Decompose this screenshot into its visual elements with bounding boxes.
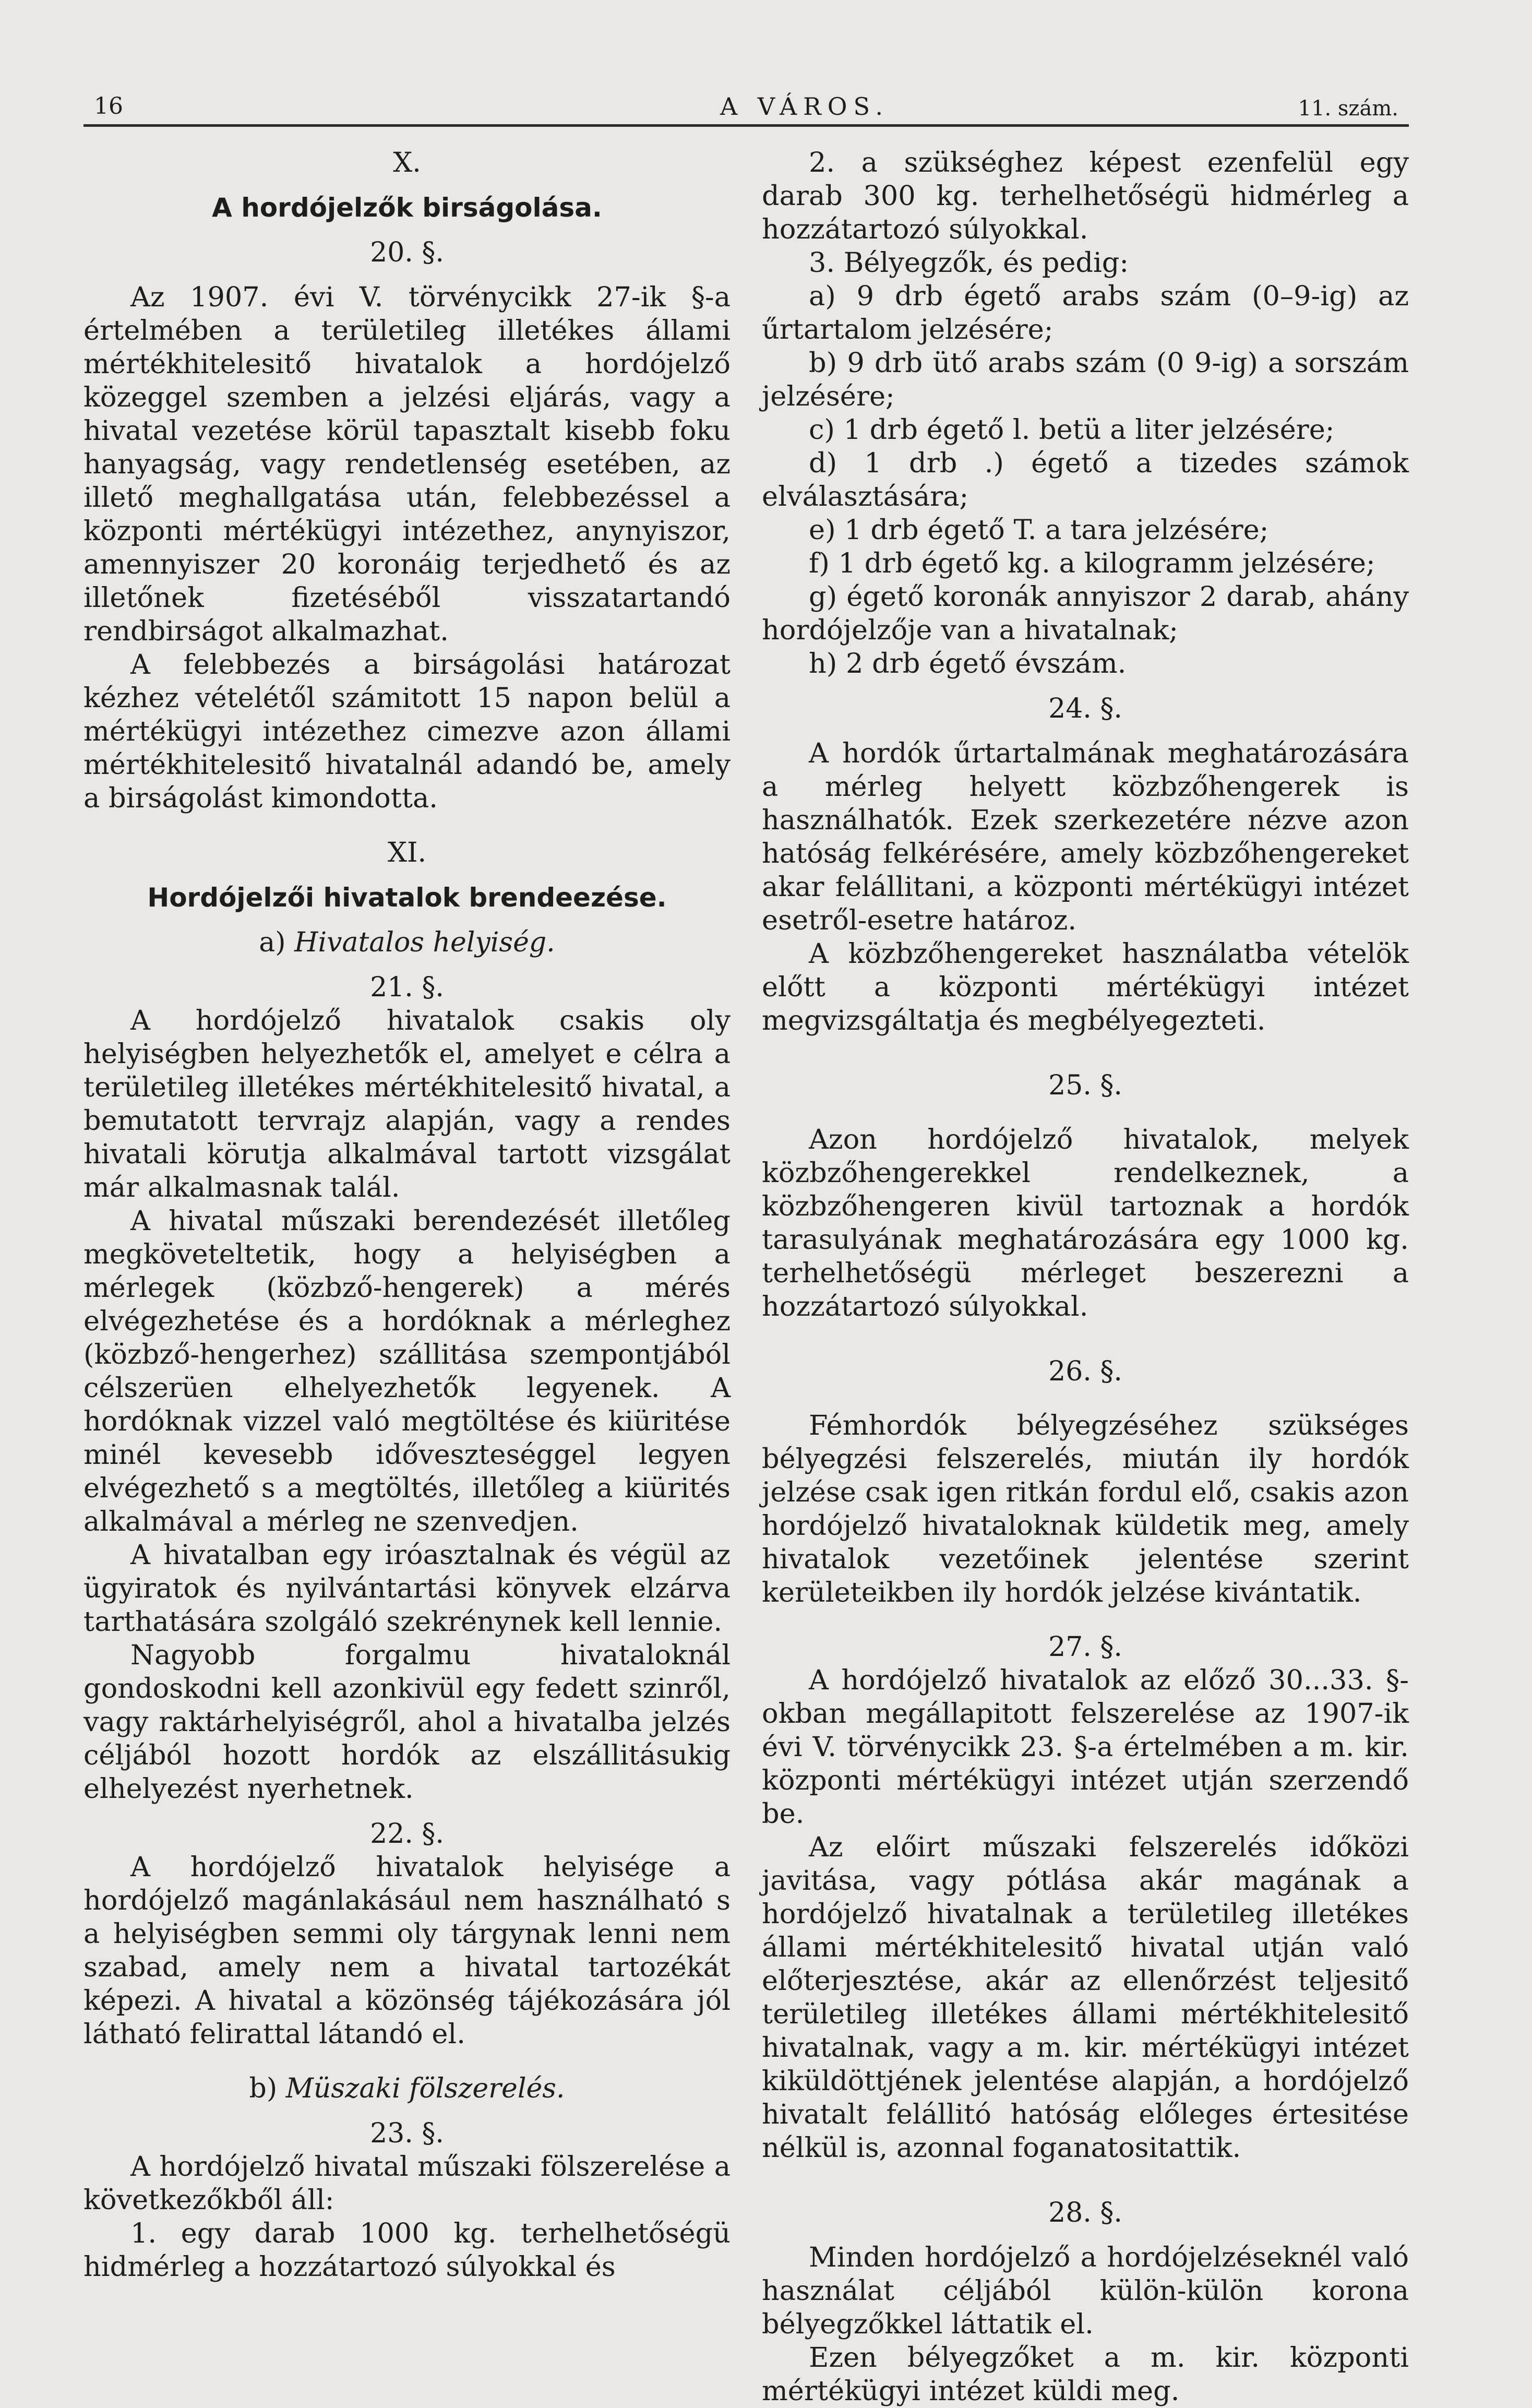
item-3b: b) 9 drb ütő arabs szám (0 9-ig) a sorszám jelzésére; (762, 347, 1409, 412)
item-3d: d) 1 drb .) égető a tizedes számok elválasztására; (762, 447, 1409, 512)
item-3h: h) 2 drb égető évszám. (809, 648, 1127, 680)
paragraph-21-heading: 21. §. (370, 972, 444, 1003)
paragraph-24-text-1: A hordók űrtartalmának meghatározására a mérleg helyett közbzőhengerek is használhatók. Ezek szerkezetére nézve azon hatóság felkérésére, amely közbzőhengereket akar felállitani, a központi mértékügyi intézet esetről-esetre határoz. (762, 737, 1409, 936)
paragraph-28-heading: 28. §. (1048, 2197, 1122, 2228)
section-x-numeral: X. (393, 147, 421, 178)
paragraph-24-heading: 24. §. (1048, 693, 1122, 724)
page-header (83, 93, 1409, 129)
paragraph-27-text-1: A hordójelző hivatalok az előző 30...33. §-okban megállapitott felszerelése az 1907-ik évi V. törvénycikk 23. §-a értelmében a m. kir. központi mértékügyi intézet utján szerzendő be. (762, 1664, 1409, 1830)
paragraph-21-text-3: A hivatalban egy iróasztalnak és végül az ügyiratok és nyilvántartási könyvek elzárva tarthatására szolgáló szekrénynek kell lennie. (83, 1539, 731, 1638)
section-xi-numeral: XI. (387, 837, 427, 868)
item-3: 3. Bélyegzők, és pedig: (809, 247, 1129, 279)
subsection-b-heading (83, 2072, 731, 2105)
paragraph-26-text: Fémhordók bélyegzéséhez szükséges bélyegzési felszerelés, miután ily hordók jelzése csak igen ritkán fordul elő, csakis azon hordójelző hivataloknak küldetik meg, amely hivatalok vezetőinek jelentése szerint kerületeikben ily hordók jelzése kivántatik. (762, 1410, 1409, 1608)
subsection-a-heading (83, 926, 731, 959)
paragraph-23-item-1: 1. egy darab 1000 kg. terhelhetőségü hidmérleg a hozzátartozó súlyokkal és (83, 2218, 731, 2283)
paragraph-25-heading: 25. §. (1048, 1070, 1122, 1101)
paragraph-21-text-4: Nagyobb forgalmu hivataloknál gondoskodni kell azonkivül egy fedett szinről, vagy raktárhelyiségről, ahol a hivatalba jelzés céljából hozott hordók az elszállitásukig elhelyezést nyerhetnek. (83, 1639, 731, 1805)
right-column (762, 146, 1409, 2407)
paragraph-27-text-2: Az előirt műszaki felszerelés időközi javitása, vagy pótlása akár magának a hordójelző hivatalnak a területileg illetékes állami mértékhitelesitő hivatal utján való előterjesztése, akár az ellenőrzést teljesitő területileg illetékes állami mértékhitelesitő hivatalnak, vagy a m. kir. mértékügyi intézet kiküldöttjének jelentése alapján, a hordójelző hivatalt felállitó hatóság előleges értesitése nélkül is, azonnal foganatositattik. (762, 1831, 1409, 2164)
item-3e: e) 1 drb égető T. a tara jelzésére; (809, 514, 1269, 546)
paragraph-23-heading: 23. §. (370, 2118, 444, 2149)
paragraph-20-text-1: Az 1907. évi V. törvénycikk 27-ik §-a értelmében a területileg illetékes állami mértékhitelesitő hivatalok a hordójelző közeggel szemben a jelzési eljárás, vagy a hivatal vezetése körül tapasztalt kisebb foku hanyagság, vagy rendetlenség esetében, az illető meghallgatása után, felebbezéssel a központi mértékügyi intézethez, anynyiszor, amennyiszer 20 koronáig terjedhető és az illetőnek fizetéséből visszatartandó rendbirságot alkalmazhat. (83, 281, 731, 647)
item-2: 2. a szükséghez képest ezenfelül egy darab 300 kg. terhelhetőségü hidmérleg a hozzátartozó súlyokkal. (762, 147, 1409, 245)
paragraph-20-text-2: A felebbezés a birságolási határozat kézhez vételétől számitott 15 napon belül a mértékügyi intézethez cimezve azon állami mértékhitelesitő hivatalnál adandó be, amely a birságolást kimondotta. (83, 649, 731, 814)
section-xi-title: Hordójelzői hivatalok brendeezése. (147, 883, 667, 913)
paragraph-24-text-2: A közbzőhengereket használatba vételök előtt a központi mértékügyi intézet megvizsgáltatja és megbélyegezteti. (762, 938, 1409, 1036)
paragraph-28-text-2: Ezen bélyegzőket a m. kir. központi mértékügyi intézet küldi meg. (762, 2342, 1409, 2407)
subsection-a-letter: a) (259, 927, 286, 958)
item-3a: a) 9 drb égető arabs szám (0–9-ig) az űrtartalom jelzésére; (762, 280, 1409, 345)
subsection-b-title: Müszaki fölszerelés. (285, 2073, 565, 2104)
issue-number: 11. szám. (1298, 97, 1398, 121)
section-x-title: A hordójelzők birságolása. (212, 193, 602, 223)
header-rule (83, 124, 1409, 127)
subsection-b-letter: b) (249, 2073, 278, 2104)
subsection-a-title: Hivatalos helyiség. (294, 927, 555, 958)
item-3f: f) 1 drb égető kg. a kilogramm jelzésére; (809, 547, 1375, 579)
journal-title: A VÁROS. (720, 92, 890, 121)
item-3g: g) égető koronák annyiszor 2 darab, ahány hordójelzője van a hivatalnak; (762, 581, 1409, 646)
paragraph-21-text-1: A hordójelző hivatalok csakis oly helyiségben helyezhetők el, amelyet e célra a területileg illetékes mértékhitelesitő hivatal, a bemutatott tervrajz alapján, vagy a rendes hivatali körutja alkalmával tartott vizsgálat már alkalmasnak talál. (83, 1005, 731, 1203)
paragraph-20-heading: 20. §. (370, 237, 444, 268)
paragraph-26-heading: 26. §. (1048, 1356, 1122, 1387)
paragraph-25-text: Azon hordójelző hivatalok, melyek közbzőhengerekkel rendelkeznek, a közbzőhengeren kivül tartoznak a hordók tarasulyának meghatározására egy 1000 kg. terhelhetőségü mérleget beszerezni a hozzátartozó súlyokkal. (762, 1124, 1409, 1322)
left-column (83, 146, 731, 2338)
paragraph-22-heading: 22. §. (370, 1818, 444, 1850)
paragraph-22-text: A hordójelző hivatalok helyisége a hordójelző magánlakásául nem használható s a helyiségben semmi oly tárgynak lenni nem szabad, amely nem a hivatal tartozékát képezi. A hivatal a közönség tájékozására jól látható felirattal látandó el. (83, 1851, 731, 2050)
page-number: 16 (94, 93, 123, 120)
paragraph-28-text-1: Minden hordójelző a hordójelzéseknél való használat céljából külön-külön korona bélyegzőkkel láttatik el. (762, 2242, 1409, 2340)
paragraph-23-text-1: A hordójelző hivatal műszaki fölszerelése a következőkből áll: (83, 2151, 731, 2216)
paragraph-27-heading: 27. §. (1048, 1631, 1122, 1663)
item-3c: c) 1 drb égető l. betü a liter jelzésére; (809, 414, 1335, 446)
paragraph-21-text-2: A hivatal műszaki berendezését illetőleg megköveteltetik, hogy a helyiségben a mérlegek (közbző-hengerek) a mérés elvégezhetése és a hordóknak a mérleghez (közbző-hengerhez) szállitása szempontjából célszerüen elhelyezhetők legyenek. A hordóknak vizzel való megtöltése és kiüritése minél kevesebb időveszteséggel legyen elvégezhető s a megtöltés, illetőleg a kiürités alkalmával a mérleg ne szenvedjen. (83, 1205, 731, 1537)
